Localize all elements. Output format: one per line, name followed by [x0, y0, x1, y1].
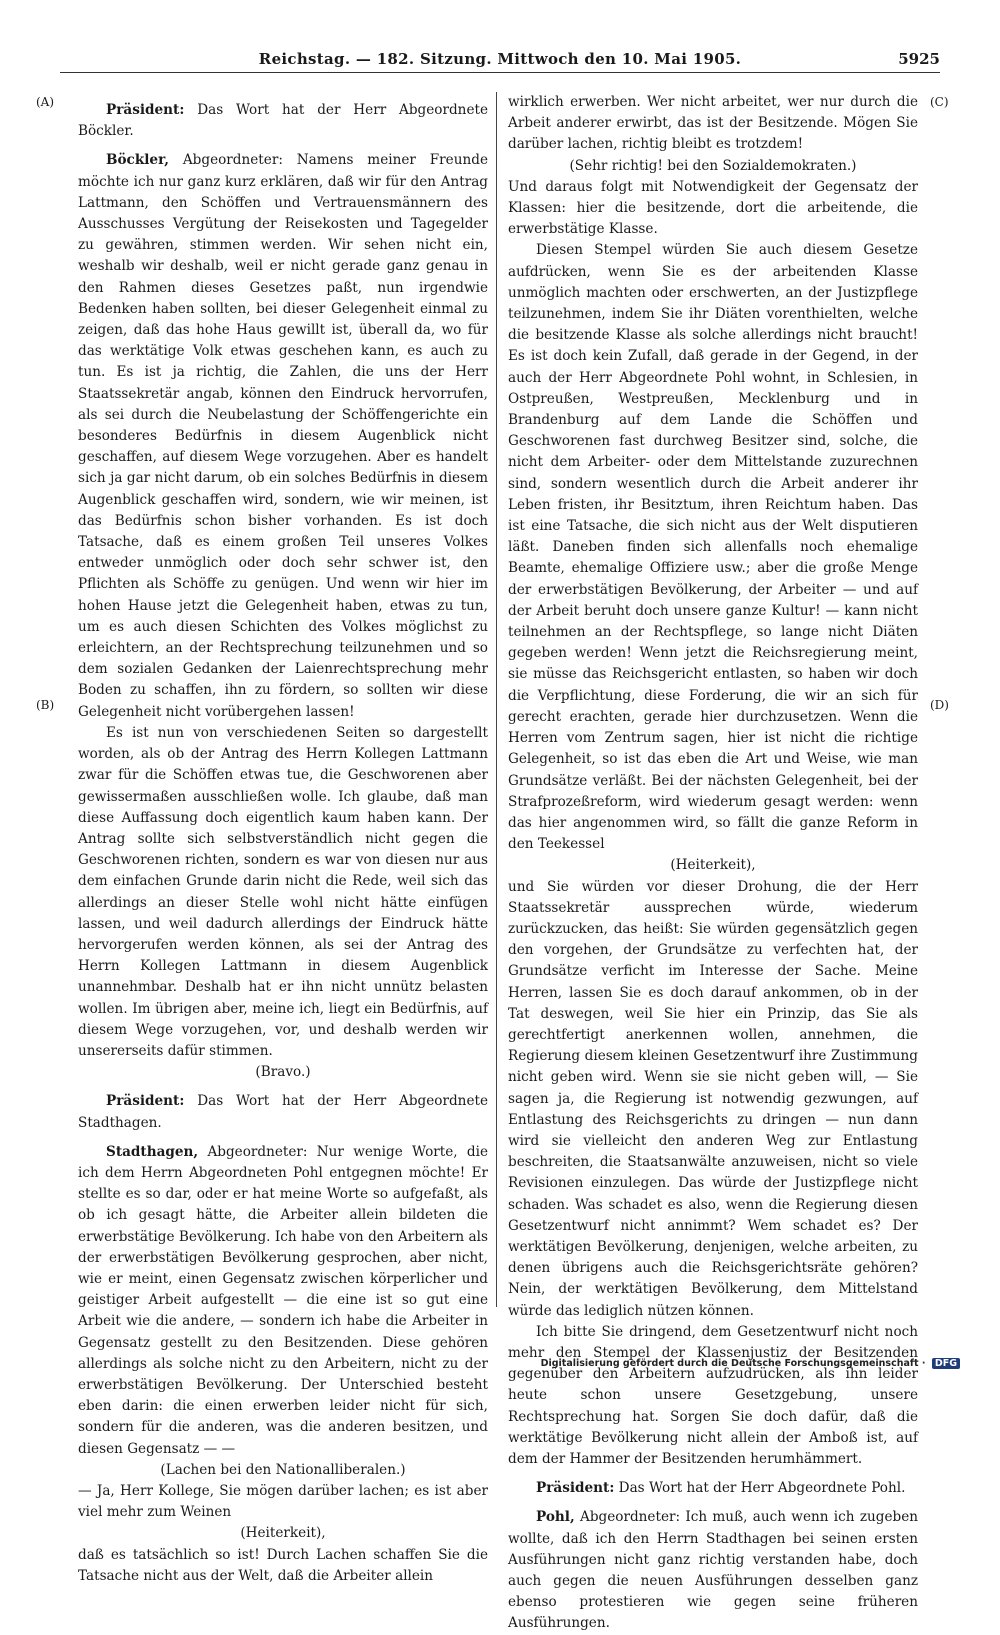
page-header-title: Reichstag. — 182. Sitzung. Mittwoch den 10. Mai 1905.: [258, 50, 742, 68]
speaker-name: Präsident:: [536, 1480, 615, 1497]
paragraph: [78, 1142, 488, 1460]
column-divider: [496, 92, 497, 1307]
margin-marker-b: (B): [36, 698, 55, 712]
paragraph-text: Das Wort hat der Herr Abgeordnete Stadthagen.: [78, 1093, 488, 1131]
paragraph-text: und Sie würden vor dieser Drohung, die der Herr Staatssekretär aussprechen würde, wiederum zurückzucken, das heißt: Sie würden gegensätzlich gegen den vorgehen, der Grundsätze zu verfechten hat, der Grundsätze verficht im Interesse der Sache. Meine Herren, lassen Sie es doch darauf ankommen, ob in der Tat deswegen, weil Sie hier ein Prinzip, das Sie als gerechtfertigt anerkennen wollen, annehmen, die Regierung diesem kleinen Gesetzentwurf ihre Zustimmung nicht geben wird. Wenn sie sie nicht geben will, — Sie sagen ja, die Regierung ist notwendig gezwungen, auf Entlastung des Reichsgerichts zu dringen — nun dann wird sie vielleicht den anderen Weg zur Entlastung beschreiten, die Staatsanwälte anzuweisen, nicht so viele Revisionen einzulegen. Das würde der Justizpflege nicht schaden. Was schadet es also, wenn die Regierung diesen Gesetzentwurf nicht annimmt? Wem schadet es? Der werktätigen Bevölkerung, denjenigen, welche arbeiten, zu denen übrigens auch die Reichsgerichtsräte gehören? Nein, der werktätigen Bevölkerung, dem Mittelstand würde das lediglich nützen können.: [508, 878, 918, 1319]
speaker-name: Präsident:: [106, 1093, 185, 1110]
speaker-name: Präsident:: [106, 102, 185, 118]
right-text-column: [508, 92, 918, 1635]
paragraph: [508, 240, 918, 855]
margin-marker-c: (C): [930, 95, 949, 109]
paragraph-text: — Ja, Herr Kollege, Sie mögen darüber lachen; es ist aber viel mehr zum Weinen: [78, 1483, 488, 1521]
interjection: (Bravo.): [255, 1064, 311, 1081]
paragraph: [78, 723, 488, 1062]
paragraph: [508, 1507, 918, 1634]
paragraph-text: Das Wort hat der Herr Abgeordnete Böckler.: [78, 102, 488, 140]
speaker-name: Böckler,: [106, 152, 169, 169]
speaker-name: Pohl,: [536, 1509, 575, 1526]
paragraph: [78, 150, 488, 722]
page-number: 5925: [898, 50, 940, 68]
dfg-logo: DFG: [932, 1358, 960, 1369]
paragraph-text: daß es tatsächlich so ist! Durch Lachen schaffen Sie die Tatsache nicht aus der Welt, daß die Arbeiter allein: [78, 1546, 488, 1584]
interjection: (Heiterkeit),: [670, 857, 756, 874]
paragraph: [508, 92, 918, 156]
paragraph-text: Abgeordneter: Nur wenige Worte, die ich dem Herrn Abgeordneten Pohl entgegnen möchte! Er stellte es so dar, oder er hat meine Worte so aufgefaßt, als ob ich gesagt hätte, die Arbeiter allein bildeten die erwerbstätige Bevölkerung. Ich habe von den Arbeitern als der erwerbstätigen Bevölkerung gesprochen, aber nicht, wie er meint, einen Gegensatz zwischen körperlicher und geistiger Arbeit aufgestellt — die eine ist so gut eine Arbeit wie die andere, — sondern ich habe die Arbeiter in Gegensatz gestellt zu den Besitzenden. Diese gehören allerdings als solche nicht zu den Arbeitern, nicht zu der erwerbstätigen Bevölkerung. Der Unterschied besteht eben darin: die einen erwerben leider nicht für sich, sondern für die anderen, was die anderen besitzen, und diesen Gegensatz — —: [78, 1143, 488, 1457]
footer-credit: [541, 1358, 960, 1369]
footer-text: Digitalisierung gefördert durch die Deutsche Forschungsgemeinschaft ·: [540, 1358, 926, 1369]
paragraph-text: wirklich erwerben. Wer nicht arbeitet, wer nur durch die Arbeit anderer erwirbt, das ist der Besitzende. Mögen Sie darüber lachen, richtig bleibt es trotzdem!: [508, 94, 918, 153]
paragraph: [508, 1478, 918, 1499]
paragraph-text: Abgeordneter: Ich muß, auch wenn ich zugeben wollte, daß ich den Herrn Stadthagen bei seinen ersten Ausführungen nicht ganz richtig verstanden habe, doch auch gegen die neuen Ausführungen desselben ganz ebenso protestieren wie gegen seine früheren Ausführungen.: [508, 1509, 918, 1632]
paragraph-text: Es ist nun von verschiedenen Seiten so dargestellt worden, als ob der Antrag des Herrn Kollegen Lattmann zwar für die Schöffen etwas tue, die Geschworenen aber gewissermaßen ausschließen wolle. Ich glaube, daß man diese Auffassung doch eigentlich kaum haben kann. Der Antrag sollte sich selbstverständlich nicht gegen die Geschworenen richten, sondern es war von diesen nur aus dem einfachen Grunde darin nicht die Rede, weil sich das allerdings an dieser Stelle wohl nicht hätte einfügen lassen, und weil dadurch allerdings der Eindruck hätte hervorgerufen werden können, als sei der Antrag des Herrn Kollegen Lattmann in diesem Augenblick unannehmbar. Deshalb hat er ihn nicht unnütz belasten wollen. Im übrigen aber, meine ich, liegt ein Bedürfnis, auf diesem Wege vorzugehen, vor, und deshalb werden wir unsererseits dafür stimmen.: [78, 724, 488, 1059]
paragraph: [508, 1322, 918, 1470]
paragraph: [78, 1091, 488, 1133]
paragraph: [78, 1545, 488, 1587]
paragraph: [508, 177, 918, 241]
paragraph-text: Abgeordneter: Namens meiner Freunde möchte ich nur ganz kurz erklären, daß wir für den Antrag Lattmann, den Schöffen und Vertrauensmännern des Ausschusses Vergütung der Reisekosten und Tagegelder zu gewähren, stimmen werden. Wir sehen nicht ein, weshalb wir deshalb, weil er nicht gerade ganz genau in den Rahmen dieses Gesetzes paßt, nun irgendwie Bedenken haben sollten, bei dieser Gelegenheit einmal zu zeigen, daß das hohe Haus gewillt ist, überall da, wo für das werktätige Volk etwas geschehen kann, es auch zu tun. Es ist ja richtig, die Zahlen, die uns der Herr Staatssekretär angab, können den Eindruck hervorrufen, als sei durch die Neubelastung der Schöffengerichte ein besonderes Bedürfnis in diesem Augenblick nicht geschaffen, auf diesem Wege vorzugehen. Aber es handelt sich ja gar nicht darum, ob ein solches Bedürfnis in diesem Augenblick geschaffen wird, sondern, wie wir meinen, ist das Bedürfnis schon bisher vorhanden. Es ist doch Tatsache, daß es einem großen Teil unseres Volkes entweder unmöglich oder doch sehr schwer ist, den Pflichten als Schöffe zu genügen. Und wenn wir hier im hohen Hause jetzt die Gelegenheit haben, etwas zu tun, um es auch diesen Schichten des Volkes möglichst zu erleichtern, an der Rechtsprechung teilzunehmen und so dem sozialen Gedanken der Laienrechtsprechung mehr Boden zu schaffen, ihn zu fördern, so sollten wir diese Gelegenheit nicht vorübergehen lassen!: [78, 152, 488, 720]
page-header: [60, 44, 940, 73]
margin-marker-d: (D): [930, 698, 949, 712]
speaker-name: Stadthagen,: [106, 1143, 199, 1160]
margin-marker-a: (A): [36, 95, 55, 109]
paragraph: [78, 100, 488, 142]
paragraph-text: Diesen Stempel würden Sie auch diesem Gesetze aufdrücken, wenn Sie es der arbeitenden Klasse unmöglich machten oder erschwerten, an der Justizpflege teilzunehmen, indem Sie ihr Diäten vorenthielten, welche die besitzende Klasse als solche allerdings nicht braucht! Es ist doch kein Zufall, daß gerade in der Gegend, in der auch der Herr Abgeordnete Pohl wohnt, in Schlesien, in Ostpreußen, Westpreußen, Mecklenburg und in Brandenburg auf dem Lande die Schöffen und Geschworenen fast durchweg Besitzer sind, solche, die nicht dem Arbeiter- oder dem Mittelstande zuzurechnen sind, sondern wesentlich durch die Arbeit anderer ihr Leben fristen, ihr Besitztum, ihren Reichtum haben. Das ist eine Tatsache, die sich nicht aus der Welt disputieren läßt. Daneben finden sich allenfalls noch ehemalige Beamte, ehemalige Offiziere usw.; aber die große Menge der erwerbstätigen Bevölkerung, der Arbeiter — und auf der Arbeit beruht doch unsere ganze Kultur! — kann nicht teilnehmen an der Rechtspflege, so lange nicht Diäten gegeben werden! Wenn jetzt die Reichsregierung meint, sie müsse das Reichsgericht entlasten, so haben wir doch die Verpflichtung, diese Forderung, die wir an sich für gerecht erachten, gerade hier durchzusetzen. Wenn die Herren vom Zentrum sagen, hier ist nicht die richtige Gelegenheit, so ist das eben die Art und Weise, wie man Grundsätze verläßt. Bei der nächsten Gelegenheit, bei der Strafprozeßreform, wird wiederum gesagt werden: wenn das hier angenommen wird, so fällt die ganze Reform in den Teekessel: [508, 242, 918, 853]
left-text-column: [78, 92, 488, 1587]
paragraph-text: Und daraus folgt mit Notwendigkeit der Gegensatz der Klassen: hier die besitzende, dort die arbeitende, die erwerbstätige Klasse.: [508, 178, 918, 238]
paragraph-text: Das Wort hat der Herr Abgeordnete Pohl.: [618, 1480, 906, 1497]
paragraph: [78, 1481, 488, 1523]
interjection: (Sehr richtig! bei den Sozialdemokraten.): [569, 157, 857, 174]
paragraph: [508, 877, 918, 1322]
interjection: (Lachen bei den Nationalliberalen.): [160, 1461, 406, 1478]
interjection: (Heiterkeit),: [240, 1525, 326, 1542]
paragraph-text: Ich bitte Sie dringend, dem Gesetzentwurf nicht noch mehr den Stempel der Klassenjustiz der Besitzenden gegenüber den Arbeitern aufzudrücken, als ihn leider heute schon unsere Gesetzgebung, unsere Rechtsprechung hat. Sorgen Sie doch dafür, daß die werktätige Bevölkerung nicht allein der Amboß ist, auf dem der Hammer der Besitzenden herumhämmert.: [508, 1323, 918, 1467]
